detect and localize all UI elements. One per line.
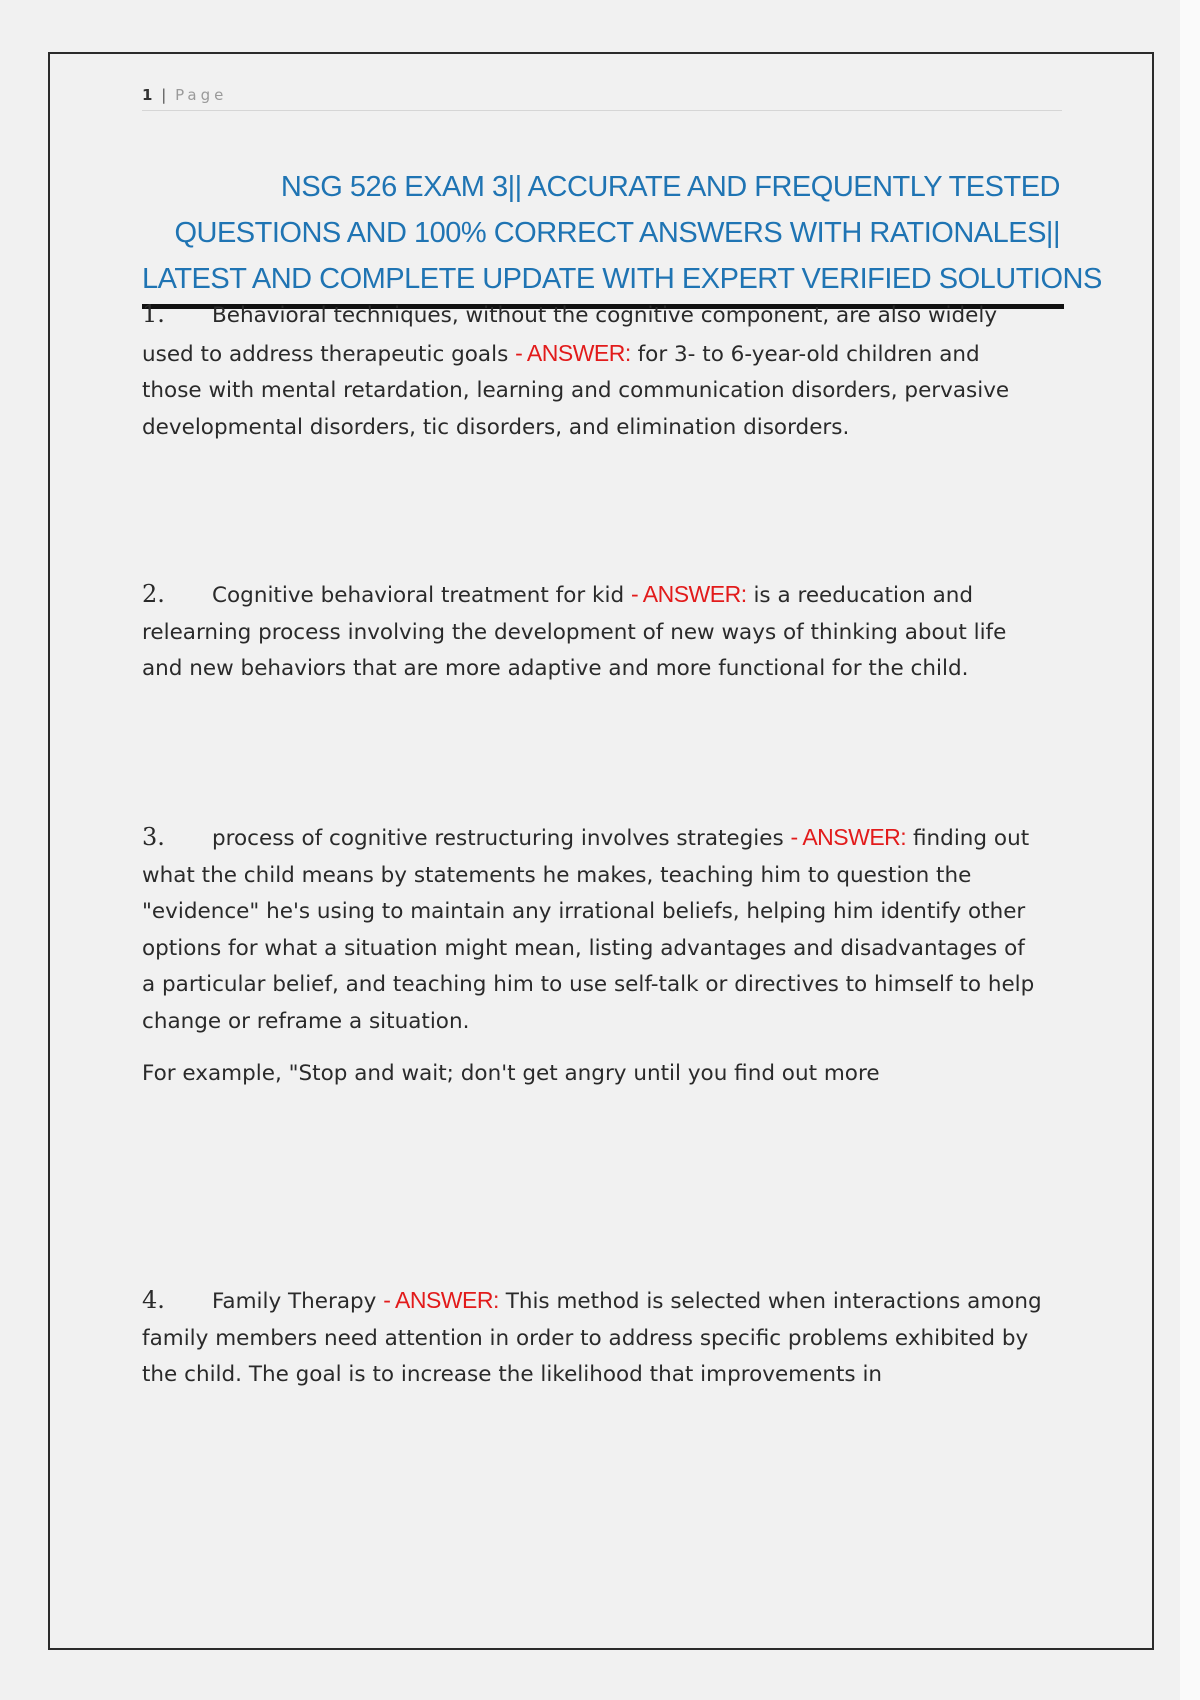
question-text: process of cognitive restructuring involves strategies [212,826,784,851]
question-number: 4. [142,1286,165,1314]
question-text: Family Therapy [212,1289,377,1314]
page-separator: | [161,86,168,104]
question-item-4 [142,1282,1042,1394]
title-line-3: LATEST AND COMPLETE UPDATE WITH EXPERT VERIFIED SOLUTIONS [142,263,1102,295]
question-item-1 [142,296,1042,446]
question-number: 3. [142,823,165,851]
answer-text: is a reeducation and relearning process involving the development of new ways of thinking about life and new behaviors that are more adaptive and more functional for the child. [142,583,1007,681]
question-item-3 [142,819,1042,1093]
answer-label: - ANSWER: [630,581,747,607]
answer-text: finding out what the child means by statements he makes, teaching him to question the "evidence" he's using to maintain any irrational beliefs, helping him identify other options for what a situation might mean, listing advantages and disadvantages of a particular belief, and teaching him to use self-talk or directives to himself to help change or reframe a situation. [142,826,1035,1034]
answer-text: This method is selected when interactions among family members need attention in order to address specific problems exhibited by the child. The goal is to increase the likelihood that improvements in [142,1289,1042,1387]
question-number: 2. [142,580,165,608]
page-header [142,86,1062,111]
title-line-2: QUESTIONS AND 100% CORRECT ANSWERS WITH RATIONALES|| [174,217,1060,249]
answer-label: - ANSWER: [515,339,631,366]
question-number: 1. [142,300,165,328]
answer-label: - ANSWER: [383,1287,499,1313]
document-title [142,164,1102,309]
question-text: Cognitive behavioral treatment for kid [212,583,625,608]
question-text: Behavioral techniques, without the cognitive component, are also widely used to address therapeutic goals [142,303,998,367]
page-edge [1180,0,1200,1700]
page-number: 1 [142,86,154,104]
question-item-2 [142,576,1042,688]
page-word: Page [175,86,228,104]
title-line-1: NSG 526 EXAM 3|| ACCURATE AND FREQUENTLY TESTED [280,171,1060,203]
document-page [48,52,1154,1650]
answer-text: for 3- to 6-year-old children and those with mental retardation, learning and communication disorders, pervasive developmental disorders, tic disorders, and elimination disorders. [142,341,1010,440]
answer-label: - ANSWER: [790,824,907,850]
answer-example: For example, "Stop and wait; don't get angry until you find out more [142,1061,880,1086]
